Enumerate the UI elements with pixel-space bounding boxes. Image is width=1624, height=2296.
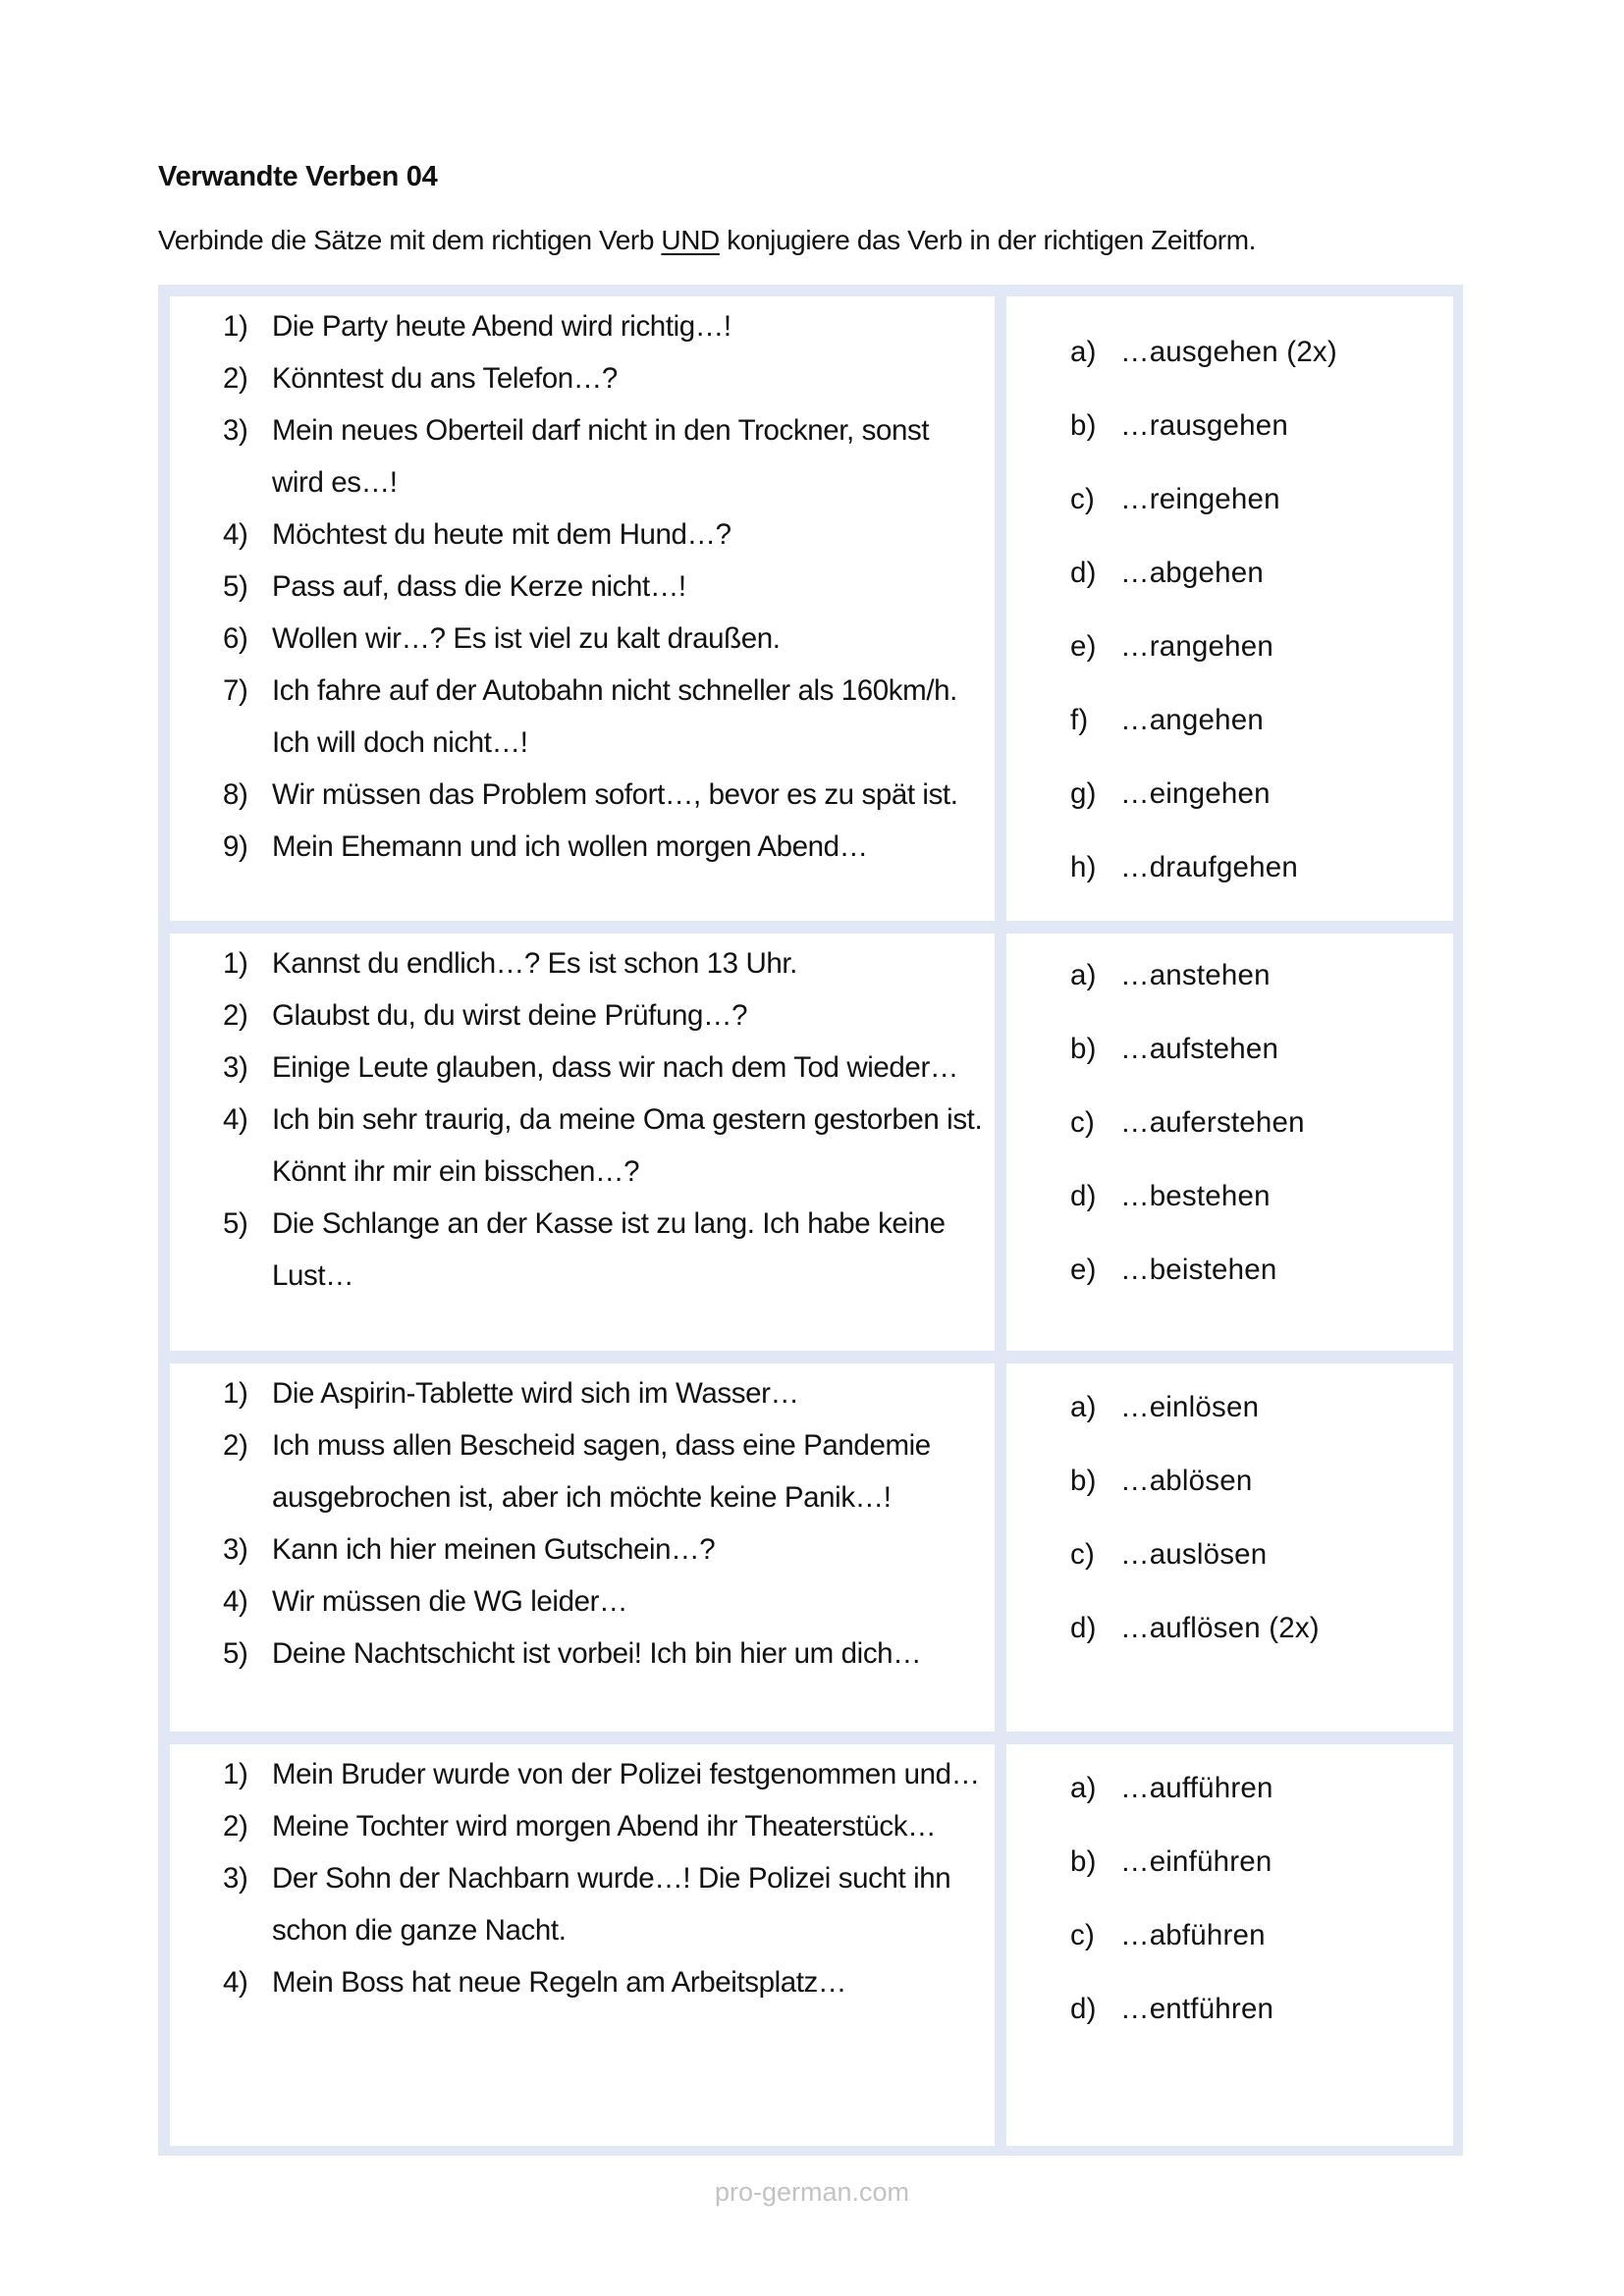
sentence-item	[223, 769, 985, 821]
verb-list	[1006, 1363, 1453, 1732]
verb-item	[1070, 1991, 1443, 2027]
verb-item	[1070, 1536, 1443, 1573]
verb-item	[1070, 1463, 1443, 1499]
verb-item	[1070, 1770, 1443, 1806]
sentence-item	[223, 1094, 985, 1198]
sentence-text: Möchtest du heute mit dem Hund…?	[272, 518, 731, 551]
sentence-number: 8)	[223, 778, 248, 811]
sentence-number: 5)	[223, 1207, 248, 1240]
sentence-number: 2)	[223, 1810, 248, 1842]
verb-text: …ausgehen (2x)	[1120, 336, 1337, 368]
sentence-text: Einige Leute glauben, dass wir nach dem Tod wieder…	[272, 1051, 958, 1084]
verb-letter: c)	[1070, 1106, 1095, 1139]
verb-text: …einlösen	[1120, 1391, 1260, 1423]
sentence-number: 6)	[223, 622, 248, 655]
verb-text: …abführen	[1120, 1919, 1266, 1951]
instruction-emphasis: UND	[661, 225, 720, 255]
instruction-after: konjugiere das Verb in der richtigen Zeitform.	[719, 225, 1257, 255]
verb-item	[1070, 407, 1443, 444]
sentence-text: Kann ich hier meinen Gutschein…?	[272, 1533, 716, 1566]
verb-letter: a)	[1070, 336, 1097, 368]
sentence-text: Mein Bruder wurde von der Polizei festgenommen und…	[272, 1758, 980, 1790]
verb-list	[1006, 934, 1453, 1351]
verb-text: …eingehen	[1120, 777, 1271, 810]
verb-item	[1070, 334, 1443, 370]
verb-letter: a)	[1070, 959, 1097, 991]
sentence-number: 1)	[223, 947, 248, 980]
verb-letter: b)	[1070, 1845, 1097, 1878]
verb-text: …bestehen	[1120, 1180, 1271, 1212]
verb-item	[1070, 1917, 1443, 1953]
sentence-text: Die Party heute Abend wird richtig…!	[272, 310, 731, 343]
verb-item	[1070, 555, 1443, 591]
verb-letter: b)	[1070, 1465, 1097, 1497]
verb-text: …auslösen	[1120, 1538, 1268, 1571]
verb-letter: a)	[1070, 1772, 1097, 1804]
exercise-table	[158, 285, 1463, 2156]
sentence-item	[223, 613, 985, 665]
section-4	[170, 1744, 1453, 2146]
sentence-text: Pass auf, dass die Kerze nicht…!	[272, 570, 686, 603]
sentence-item	[223, 1523, 985, 1575]
sentence-item	[223, 665, 985, 769]
sentence-item	[223, 1956, 985, 2008]
sentence-text: Glaubst du, du wirst deine Prüfung…?	[272, 999, 748, 1032]
verb-letter: f)	[1070, 704, 1089, 736]
sentence-number: 2)	[223, 999, 248, 1032]
verb-letter: h)	[1070, 851, 1097, 883]
sentence-text: Meine Tochter wird morgen Abend ihr Theaterstück…	[272, 1810, 937, 1842]
verb-letter: c)	[1070, 483, 1095, 515]
sentence-text: Ich muss allen Bescheid sagen, dass eine Pandemie ausgebrochen ist, aber ich möchte keine Panik…!	[272, 1429, 931, 1514]
sentence-item	[223, 989, 985, 1041]
verb-letter: d)	[1070, 557, 1097, 589]
sentence-text: Mein Ehemann und ich wollen morgen Abend…	[272, 830, 868, 863]
verb-letter: c)	[1070, 1538, 1095, 1571]
verb-text: …aufstehen	[1120, 1033, 1279, 1065]
verb-item	[1070, 1610, 1443, 1646]
verb-letter: d)	[1070, 1612, 1097, 1644]
verb-text: …rausgehen	[1120, 409, 1288, 442]
sentence-item	[223, 1041, 985, 1094]
sentence-item	[223, 1367, 985, 1419]
sentence-text: Ich fahre auf der Autobahn nicht schneller als 160km/h. Ich will doch nicht…!	[272, 674, 957, 759]
sentence-number: 1)	[223, 310, 248, 343]
sentence-number: 4)	[223, 518, 248, 551]
verb-item	[1070, 1178, 1443, 1214]
sentence-item	[223, 821, 985, 873]
sentence-list	[170, 296, 995, 921]
sentence-list	[170, 934, 995, 1351]
sentence-item	[223, 1575, 985, 1628]
verb-item	[1070, 702, 1443, 738]
sentence-item	[223, 300, 985, 352]
sentence-text: Deine Nachtschicht ist vorbei! Ich bin hier um dich…	[272, 1637, 922, 1670]
sentence-list	[170, 1744, 995, 2146]
sentence-text: Kannst du endlich…? Es ist schon 13 Uhr.	[272, 947, 797, 980]
verb-text: …abgehen	[1120, 557, 1264, 589]
instruction-before: Verbinde die Sätze mit dem richtigen Verb	[158, 225, 662, 255]
instruction-text	[158, 225, 1256, 256]
sentence-item	[223, 352, 985, 404]
verb-text: …anstehen	[1120, 959, 1271, 991]
sentence-number: 5)	[223, 570, 248, 603]
sentence-text: Mein neues Oberteil darf nicht in den Trockner, sonst wird es…!	[272, 414, 930, 499]
sentence-number: 2)	[223, 362, 248, 395]
sentence-item	[223, 1800, 985, 1852]
verb-item	[1070, 775, 1443, 812]
verb-item	[1070, 957, 1443, 993]
verb-letter: b)	[1070, 409, 1097, 442]
sentence-item	[223, 937, 985, 989]
sentence-text: Wollen wir…? Es ist viel zu kalt draußen.	[272, 622, 781, 655]
verb-text: …reingehen	[1120, 483, 1280, 515]
sentence-number: 2)	[223, 1429, 248, 1462]
sentence-number: 1)	[223, 1758, 248, 1790]
sentence-text: Mein Boss hat neue Regeln am Arbeitsplatz…	[272, 1966, 846, 1999]
verb-item	[1070, 1843, 1443, 1880]
verb-letter: c)	[1070, 1919, 1095, 1951]
verb-item	[1070, 1104, 1443, 1141]
worksheet-title: Verwandte Verben 04	[158, 161, 438, 192]
sentence-number: 3)	[223, 1533, 248, 1566]
sentence-text: Könntest du ans Telefon…?	[272, 362, 618, 395]
sentence-number: 9)	[223, 830, 248, 863]
footer-website: pro-german.com	[714, 2177, 910, 2207]
verb-item	[1070, 849, 1443, 885]
sentence-item	[223, 1198, 985, 1302]
sentence-item	[223, 1852, 985, 1956]
verb-text: …ablösen	[1120, 1465, 1253, 1497]
verb-item	[1070, 1252, 1443, 1288]
verb-item	[1070, 1389, 1443, 1425]
sentence-number: 5)	[223, 1637, 248, 1670]
verb-item	[1070, 481, 1443, 517]
sentence-number: 4)	[223, 1966, 248, 1999]
verb-letter: e)	[1070, 1254, 1097, 1286]
sentence-number: 4)	[223, 1103, 248, 1136]
sentence-number: 4)	[223, 1585, 248, 1618]
sentence-text: Die Aspirin-Tablette wird sich im Wasser…	[272, 1377, 799, 1410]
sentence-text: Der Sohn der Nachbarn wurde…! Die Polizei sucht ihn schon die ganze Nacht.	[272, 1862, 951, 1947]
sentence-text: Wir müssen das Problem sofort…, bevor es zu spät ist.	[272, 778, 958, 811]
verb-list	[1006, 1744, 1453, 2146]
sentence-number: 7)	[223, 674, 248, 707]
section-3	[170, 1363, 1453, 1732]
sentence-number: 3)	[223, 1051, 248, 1084]
sentence-item	[223, 561, 985, 613]
verb-text: …aufführen	[1120, 1772, 1273, 1804]
verb-letter: e)	[1070, 630, 1097, 663]
sentence-text: Wir müssen die WG leider…	[272, 1585, 628, 1618]
sentence-item	[223, 508, 985, 561]
verb-text: …draufgehen	[1120, 851, 1298, 883]
sentence-list	[170, 1363, 995, 1732]
verb-text: …entführen	[1120, 1993, 1274, 2025]
verb-text: …angehen	[1120, 704, 1264, 736]
verb-letter: d)	[1070, 1180, 1097, 1212]
verb-item	[1070, 1031, 1443, 1067]
verb-letter: a)	[1070, 1391, 1097, 1423]
verb-letter: d)	[1070, 1993, 1097, 2025]
section-2	[170, 934, 1453, 1351]
sentence-item	[223, 1748, 985, 1800]
verb-list	[1006, 296, 1453, 921]
verb-item	[1070, 628, 1443, 665]
sentence-item	[223, 404, 985, 508]
verb-letter: g)	[1070, 777, 1097, 810]
sentence-number: 3)	[223, 1862, 248, 1895]
verb-text: …rangehen	[1120, 630, 1273, 663]
sentence-text: Die Schlange an der Kasse ist zu lang. Ich habe keine Lust…	[272, 1207, 946, 1292]
verb-text: …auflösen (2x)	[1120, 1612, 1320, 1644]
sentence-text: Ich bin sehr traurig, da meine Oma gestern gestorben ist. Könnt ihr mir ein bisschen…?	[272, 1103, 983, 1188]
sentence-number: 1)	[223, 1377, 248, 1410]
sentence-item	[223, 1628, 985, 1680]
verb-letter: b)	[1070, 1033, 1097, 1065]
sentence-number: 3)	[223, 414, 248, 447]
verb-text: …einführen	[1120, 1845, 1272, 1878]
sentence-item	[223, 1419, 985, 1523]
verb-text: …beistehen	[1120, 1254, 1277, 1286]
verb-text: …auferstehen	[1120, 1106, 1305, 1139]
section-1	[170, 296, 1453, 921]
